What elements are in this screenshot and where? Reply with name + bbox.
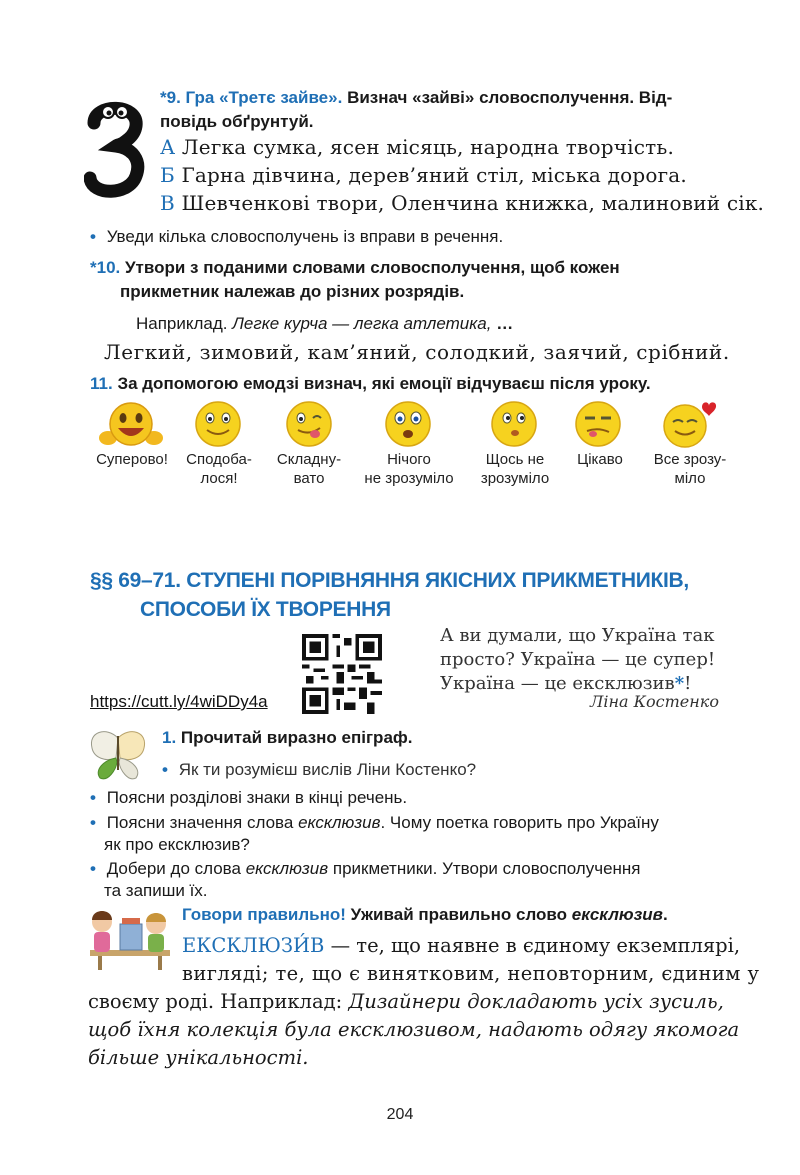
ex1-bullet-3-post: прикметники. Утвори словосполучення	[332, 859, 641, 878]
emoji-label	[266, 450, 352, 488]
definition-example: Дизайнери докладають усіх зусиль,	[348, 990, 724, 1013]
emoji-label-line: міло	[674, 470, 706, 487]
option-text: Легка сумка, ясен місяць, народна творчість.	[181, 135, 675, 159]
ex1-sub-bullet	[162, 758, 476, 781]
example-label: Наприклад.	[136, 314, 228, 333]
ex1-task: Прочитай виразно епіграф.	[180, 728, 413, 747]
speak-dot: .	[662, 905, 668, 924]
ex1-bullet-1	[90, 786, 407, 809]
epigraph-line: просто? Україна — це супер!	[440, 649, 716, 670]
butterfly-icon	[86, 728, 150, 782]
emoji-label	[356, 450, 462, 488]
emoji-label-line: Все зрозу-	[653, 451, 727, 468]
ex1-bullet-2	[90, 811, 659, 834]
speak-word: ексклюзив	[571, 905, 663, 924]
emoji-label	[640, 450, 740, 488]
emoji-label-line: не зрозуміло	[364, 470, 454, 487]
emoji-label	[92, 450, 172, 469]
ex9-option-b	[160, 161, 687, 189]
example-text: Легке курча — легка атлетика,	[232, 314, 492, 333]
footnote-star: *	[674, 673, 685, 694]
ex9-header	[160, 86, 740, 109]
emoji-label-line: Суперово!	[96, 451, 168, 468]
ex11-header	[90, 372, 651, 395]
emoji-label	[564, 450, 636, 469]
ex10-number: *10.	[90, 258, 121, 277]
epigraph-line: А ви думали, що Україна так	[440, 625, 715, 646]
resource-link[interactable]: https://cutt.ly/4wiDDy4a	[90, 692, 268, 711]
example-tail: …	[496, 314, 514, 333]
ex1-bullet-3-word: ексклюзив	[245, 859, 329, 878]
ex10-words: Легкий, зимовий, кам’яний, солодкий, заячий, срібний.	[104, 340, 730, 364]
emoji-label-line: Щось не	[485, 451, 545, 468]
definition-line-4: щоб їхня колекція була ексклюзивом, надають одягу якомога	[88, 1018, 740, 1041]
ex9-option-c	[160, 189, 764, 217]
definition-line-3	[88, 988, 724, 1016]
confused-emoji-icon	[479, 400, 549, 450]
ex1-bullet-2-word: ексклюзив	[298, 813, 381, 832]
curious-emoji-icon	[563, 400, 633, 450]
emoji-label-line: Складну-	[276, 451, 342, 468]
ex1-bullet-3	[90, 857, 641, 880]
ex1-bullet-2-post: . Чому поетка говорить про Україну	[380, 813, 659, 832]
excited-emoji-icon	[96, 400, 166, 450]
emoji-label-line: Нічого	[387, 451, 431, 468]
ex10-example	[136, 312, 513, 335]
ex9-task-line2: повідь обґрунтуй.	[160, 112, 314, 131]
qr-code-icon[interactable]	[302, 634, 382, 714]
emoji-label-line: вато	[293, 470, 325, 487]
speaking-kids-icon	[84, 900, 176, 972]
ex10-header	[90, 256, 620, 279]
smiling-emoji-icon	[183, 400, 253, 450]
definition-text: — те, що наявне в єдиному екземплярі,	[330, 934, 741, 957]
section-heading-line1: §§ 69–71. СТУПЕНІ ПОРІВНЯННЯ ЯКІСНИХ ПРИКМЕТНИКІВ,	[90, 569, 689, 592]
emoji-label-line: лося!	[200, 470, 238, 487]
definition-term: ЕКСКЛЮЗИ́В	[182, 934, 325, 957]
epigraph-tail: !	[684, 673, 692, 694]
definition-text: своєму роді. Наприклад:	[88, 990, 343, 1013]
emoji-label	[470, 450, 560, 488]
option-text: Шевченкові твори, Оленчина книжка, малиновий сік.	[181, 191, 765, 215]
ex9-task-line1: Визнач «зайві» словосполучення. Від-	[347, 88, 673, 107]
definition-line-1	[182, 932, 740, 960]
ex1-bullet-2-line2: як про ексклюзив?	[104, 835, 250, 854]
option-letter: В	[160, 191, 175, 215]
ex1-bullet-2-pre: Поясни значення слова	[106, 813, 294, 832]
epigraph-line: Україна — це ексклюзив	[440, 673, 675, 694]
winking-tongue-emoji-icon	[274, 400, 344, 450]
epigraph	[440, 624, 770, 696]
option-letter: Б	[160, 163, 175, 187]
emoji-label-line: зрозуміло	[480, 470, 550, 487]
ex1-bullet-3-line2: та запиши їх.	[104, 881, 208, 900]
mascot-three-icon	[84, 98, 146, 198]
definition-line-5: більше унікальності.	[88, 1046, 309, 1069]
love-emoji-icon	[653, 400, 723, 450]
speak-text-pre: Уживай правильно слово	[350, 905, 568, 924]
ex10-task-line2: прикметник належав до різних розрядів.	[120, 282, 465, 301]
epigraph-author: Ліна Костенко	[590, 692, 719, 711]
ex1-bullet-3-pre: Добери до слова	[106, 859, 241, 878]
ex9-option-a	[160, 133, 674, 161]
speak-header	[182, 903, 668, 926]
ex9-bullet-text: Уведи кілька словосполучень із вправи в речення.	[106, 227, 504, 246]
page-number: 204	[386, 1106, 414, 1123]
emoji-label-line: Сподоба-	[186, 451, 252, 468]
ex1-number: 1.	[162, 728, 177, 747]
ex1-header	[162, 726, 413, 749]
ex1-bullet-1-text: Поясни розділові знаки в кінці речень.	[106, 788, 408, 807]
ex11-task: За допомогою емодзі визнач, які емоції відчуваєш після уроку.	[117, 374, 651, 393]
emoji-label-line: Цікаво	[577, 451, 623, 468]
ex11-number: 11.	[90, 374, 113, 393]
section-heading-line2: СПОСОБИ ЇХ ТВОРЕННЯ	[140, 598, 391, 621]
option-text: Гарна дівчина, дерев’яний стіл, міська дорога.	[181, 163, 687, 187]
ex1-sub-bullet-text: Як ти розумієш вислів Ліни Костенко?	[178, 760, 477, 779]
definition-line-2: вигляді; те, що є винятковим, неповторним, єдиним у	[182, 962, 760, 985]
emoji-label	[176, 450, 262, 488]
ex9-number: *9.	[160, 88, 181, 107]
ex9-title: Гра «Третє зайве».	[185, 88, 343, 107]
shocked-emoji-icon	[373, 400, 443, 450]
speak-title: Говори правильно!	[182, 905, 346, 924]
option-letter: А	[160, 135, 176, 159]
ex9-bullet	[90, 225, 503, 248]
ex10-task-line1: Утвори з поданими словами словосполучення, щоб кожен	[124, 258, 620, 277]
